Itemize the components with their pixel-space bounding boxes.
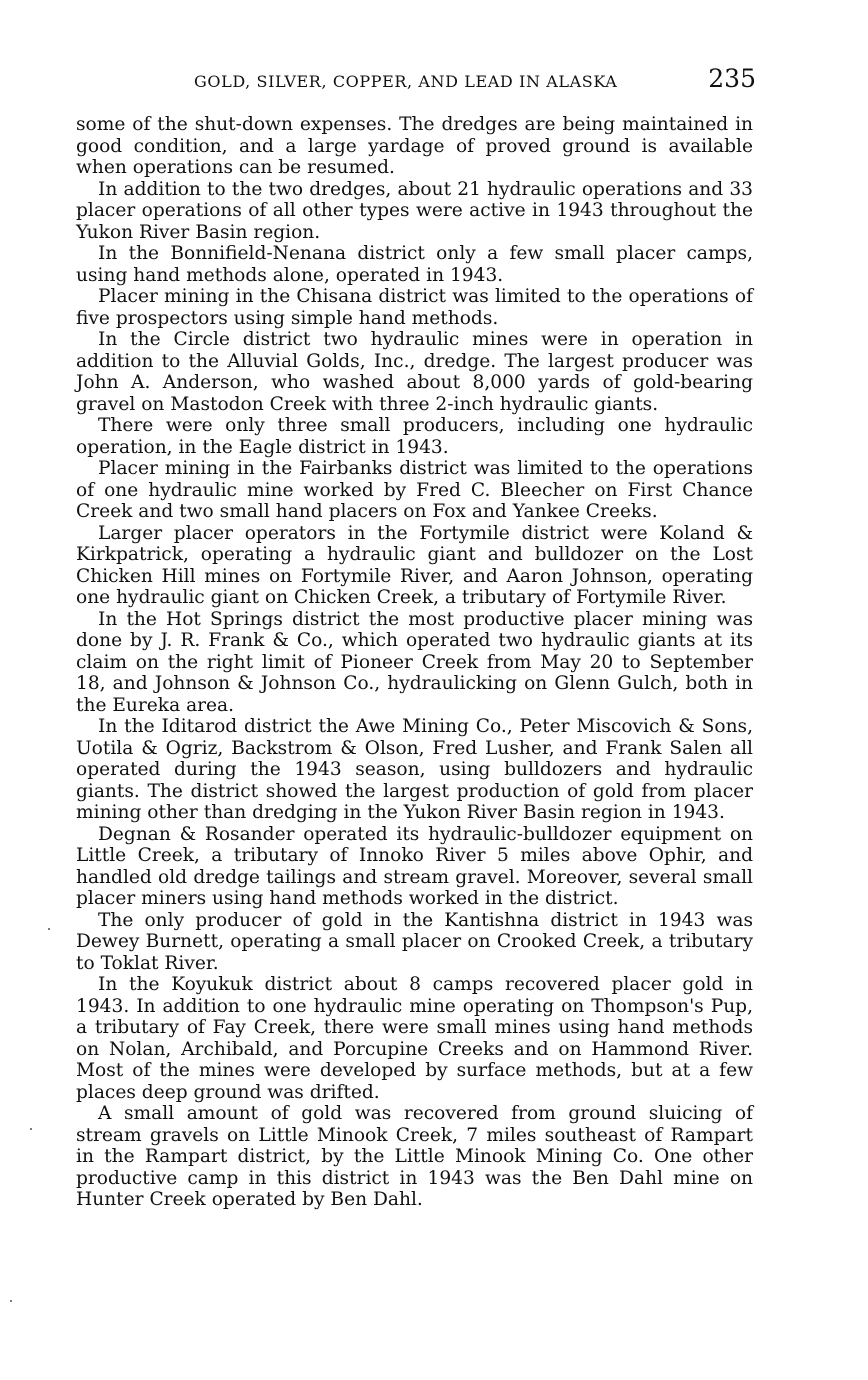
scan-speck [30,1128,32,1130]
running-head [76,64,756,100]
paragraph: In the Iditarod district the Awe Mining Co., Peter Miscovich & Sons, Uotila & Ogriz, Backstrom & Olson, Fred Lusher, and Frank Salen all operated during the 1943 season, using bulldozers and hydraulic giants. The district showed the largest production of gold from placer mining other than dredging in the Yukon River Basin region in 1943. [76,716,753,823]
paragraph: Larger placer operators in the Fortymile district were Koland & Kirkpatrick, operating a hydraulic giant and bulldozer on the Lost Chicken Hill mines on Fortymile River, and Aaron Johnson, operating one hydraulic giant on Chicken Creek, a tributary of Fortymile River. [76,522,753,608]
paragraph: In the Hot Springs district the most productive placer mining was done by J. R. Frank & Co., which operated two hydraulic giants at its claim on the right limit of Pioneer Creek from May 20 to September 18, and Johnson & Johnson Co., hydraulicking on Glenn Gulch, both in the Eureka area. [76,608,753,716]
paragraph: In the Koyukuk district about 8 camps recovered placer gold in 1943. In addition to one hydraulic mine operating on Thompson's Pup, a tributary of Fay Creek, there were small mines using hand methods on Nolan, Archibald, and Porcupine Creeks and on Hammond River. Most of the mines were developed by surface methods, but at a few places deep ground was drifted. [76,974,753,1103]
paragraph: In addition to the two dredges, about 21 hydraulic operations and 33 placer operations of all other types were active in 1943 throughout the Yukon River Basin region. [76,178,753,243]
paragraph: Placer mining in the Fairbanks district was limited to the operations of one hydraulic mine worked by Fred C. Bleecher on First Chance Creek and two small hand placers on Fox and Yankee Creeks. [76,458,753,522]
paragraph: A small amount of gold was recovered from ground sluicing of stream gravels on Little Minook Creek, 7 miles southeast of Rampart in the Rampart district, by the Little Minook Mining Co. One other productive camp in this district in 1943 was the Ben Dahl mine on Hunter Creek operated by Ben Dahl. [76,1103,753,1210]
paragraph: some of the shut-down expenses. The dredges are being maintained in good condition, and a large yardage of proved ground is available when operations can be resumed. [76,114,753,178]
paragraph: There were only three small producers, including one hydraulic operation, in the Eagle district in 1943. [76,415,753,458]
running-title: GOLD, SILVER, COPPER, AND LEAD IN ALASKA [194,72,618,91]
paragraph: Placer mining in the Chisana district was limited to the operations of five prospectors using simple hand methods. [76,286,753,329]
paragraph: In the Circle district two hydraulic mines were in operation in addition to the Alluvial Golds, Inc., dredge. The largest producer was John A. Anderson, who washed about 8,000 yards of gold-bearing gravel on Mastodon Creek with three 2-inch hydraulic giants. [76,329,753,415]
paragraph: The only producer of gold in the Kantishna district in 1943 was Dewey Burnett, operating a small placer on Crooked Creek, a tributary to Toklat River. [76,909,753,974]
scan-speck [48,928,50,930]
paragraph: In the Bonnifield-Nenana district only a few small placer camps, using hand methods alone, operated in 1943. [76,243,753,286]
page-number: 235 [708,64,756,93]
body-text [76,114,753,1211]
paragraph: Degnan & Rosander operated its hydraulic-bulldozer equipment on Little Creek, a tributary of Innoko River 5 miles above Ophir, and handled old dredge tailings and stream gravel. Moreover, several small placer miners using hand methods worked in the district. [76,823,753,909]
scan-speck [10,1300,12,1302]
